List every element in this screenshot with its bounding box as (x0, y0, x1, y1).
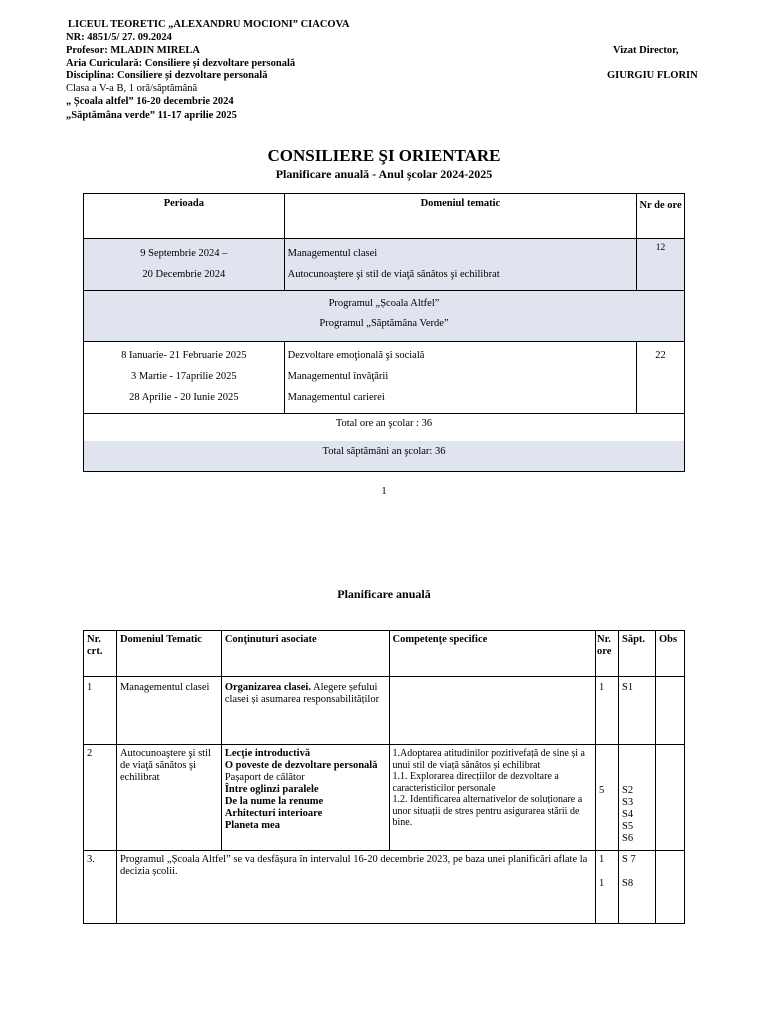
table-row (84, 677, 685, 745)
content-line: Planeta mea (224, 820, 280, 831)
row-domain: Managementul clasei (116, 677, 221, 745)
hours-line: 1 (599, 854, 605, 865)
header-period: Perioada (84, 194, 285, 239)
content-bold: Organizarea clasei. (224, 682, 311, 693)
hours-line: 1 (599, 878, 605, 889)
summary-row-1 (84, 239, 685, 291)
header-nr: Nr. crt. (84, 631, 117, 677)
table-row (84, 851, 685, 924)
content-line: Lecţie introductivă (224, 748, 311, 759)
total-weeks: Total săptămâni an şcolar: 36 (84, 441, 684, 471)
row-contents (221, 745, 389, 851)
header-thematic-domain: Domeniul tematic (284, 194, 636, 239)
summary-header-row (84, 194, 685, 239)
period-line: 20 Decembrie 2024 (142, 269, 226, 280)
section-title: Planificare anuală (337, 587, 431, 601)
row-competences (389, 745, 596, 851)
row-domain: Autocunoaştere şi stil de viaţă sănătos şi echilibrat (116, 745, 221, 851)
totals-row (84, 414, 685, 472)
row-number: 2 (84, 745, 117, 851)
header-contents: Conţinuturi asociate (221, 631, 389, 677)
header-obs: Obs (655, 631, 684, 677)
class-info: Clasa a V-a B, 1 oră/săptămână (66, 83, 198, 94)
week-label: S4 (621, 809, 634, 820)
week-label: S6 (621, 833, 634, 844)
annual-plan-detail-table (83, 630, 685, 924)
page-number: 1 (381, 486, 387, 497)
header-hours: Nr de ore (637, 194, 685, 239)
hours-value: 12 (637, 239, 685, 291)
competence-line: 1.Adoptarea atitudinilor pozitivefață de sine și a unui stil de viață sănătos și echilibrat (392, 748, 585, 771)
header-week: Săpt. (618, 631, 655, 677)
week-label: S3 (621, 797, 634, 808)
competence-line: 1.2. Identificarea alternativelor de soluționare a unor situații de stres pentru asigurarea stării de bine. (392, 794, 583, 828)
period-line: 8 Ianuarie- 21 Februarie 2025 (121, 350, 247, 361)
week-label: S8 (621, 878, 634, 889)
topic-line: Managementul clasei (287, 248, 378, 259)
content-text: Alegere șefului clasei și asumarea responsabilităților (224, 682, 380, 705)
row-weeks (618, 745, 655, 851)
document-title: CONSILIERE ŞI ORIENTARE (267, 146, 501, 165)
content-line: De la nume la renume (224, 796, 324, 807)
summary-row-2 (84, 342, 685, 414)
program-line: Programul „Săptămâna Verde” (319, 318, 449, 329)
header-domain: Domeniul Tematic (116, 631, 221, 677)
content-line: Arhitecturi interioare (224, 808, 323, 819)
topic-line: Autocunoaştere şi stil de viaţă sănătos şi echilibrat (287, 269, 500, 280)
content-line: Pașaport de călător (224, 772, 305, 783)
period-line: 3 Martie - 17aprilie 2025 (131, 371, 237, 382)
week-label: S5 (621, 821, 634, 832)
header-competences: Competenţe specifice (389, 631, 596, 677)
row-hours (596, 851, 619, 924)
discipline: Disciplina: Consiliere și dezvoltare personală (66, 70, 268, 81)
curricular-area: Aria Curiculară: Consiliere și dezvoltare personală (66, 58, 296, 69)
document-number: NR: 4851/5/ 27. 09.2024 (66, 32, 172, 43)
annual-plan-summary-table (83, 193, 685, 472)
row-weeks (618, 851, 655, 924)
topic-line: Managementul învăţării (287, 371, 389, 382)
school-name: LICEUL TEORETIC „ALEXANDRU MOCIONI” CIACOVA (68, 19, 350, 30)
director-approval-label: Vizat Director, (613, 45, 679, 56)
row-week: S1 (618, 677, 655, 745)
programs-row (84, 291, 685, 342)
row-number: 3. (84, 851, 117, 924)
week-label: S2 (621, 785, 634, 796)
detail-header-row (84, 631, 685, 677)
teacher-name: Profesor: MLADIN MIRELA (66, 45, 200, 56)
program-line: Programul „Școala Altfel” (328, 298, 440, 309)
row-hours: 1 (596, 677, 619, 745)
row-number: 1 (84, 677, 117, 745)
competence-line: 1.1. Explorarea direcțiilor de dezvoltare a caracteristicilor personale (392, 771, 559, 794)
header-hours: Nr. ore (596, 631, 619, 677)
document-subtitle: Planificare anuală - Anul şcolar 2024-2025 (275, 167, 493, 181)
director-name: GIURGIU FLORIN (607, 70, 698, 81)
period-line: 9 Septembrie 2024 – (140, 248, 228, 259)
table-row (84, 745, 685, 851)
row-program-text: Programul „Școala Altfel” se va desfășura în intervalul 16-20 decembrie 2023, pe baza unei planificări aflate la decizia școlii. (116, 851, 595, 924)
school-altfel-dates: „ Școala altfel” 16-20 decembrie 2024 (66, 96, 234, 107)
content-line: Între oglinzi paralele (224, 784, 319, 795)
green-week-dates: „Săptămâna verde” 11-17 aprilie 2025 (66, 110, 237, 121)
content-line: O poveste de dezvoltare personală (224, 760, 378, 771)
week-label: S 7 (621, 854, 636, 865)
topic-line: Dezvoltare emoţională şi socială (287, 350, 425, 361)
row-contents (221, 677, 389, 745)
total-hours: Total ore an şcolar : 36 (335, 418, 433, 429)
row-hours: 5 (596, 745, 619, 851)
period-line: 28 Aprilie - 20 Iunie 2025 (129, 392, 239, 403)
topic-line: Managementul carierei (287, 392, 385, 403)
hours-value: 22 (637, 342, 685, 414)
